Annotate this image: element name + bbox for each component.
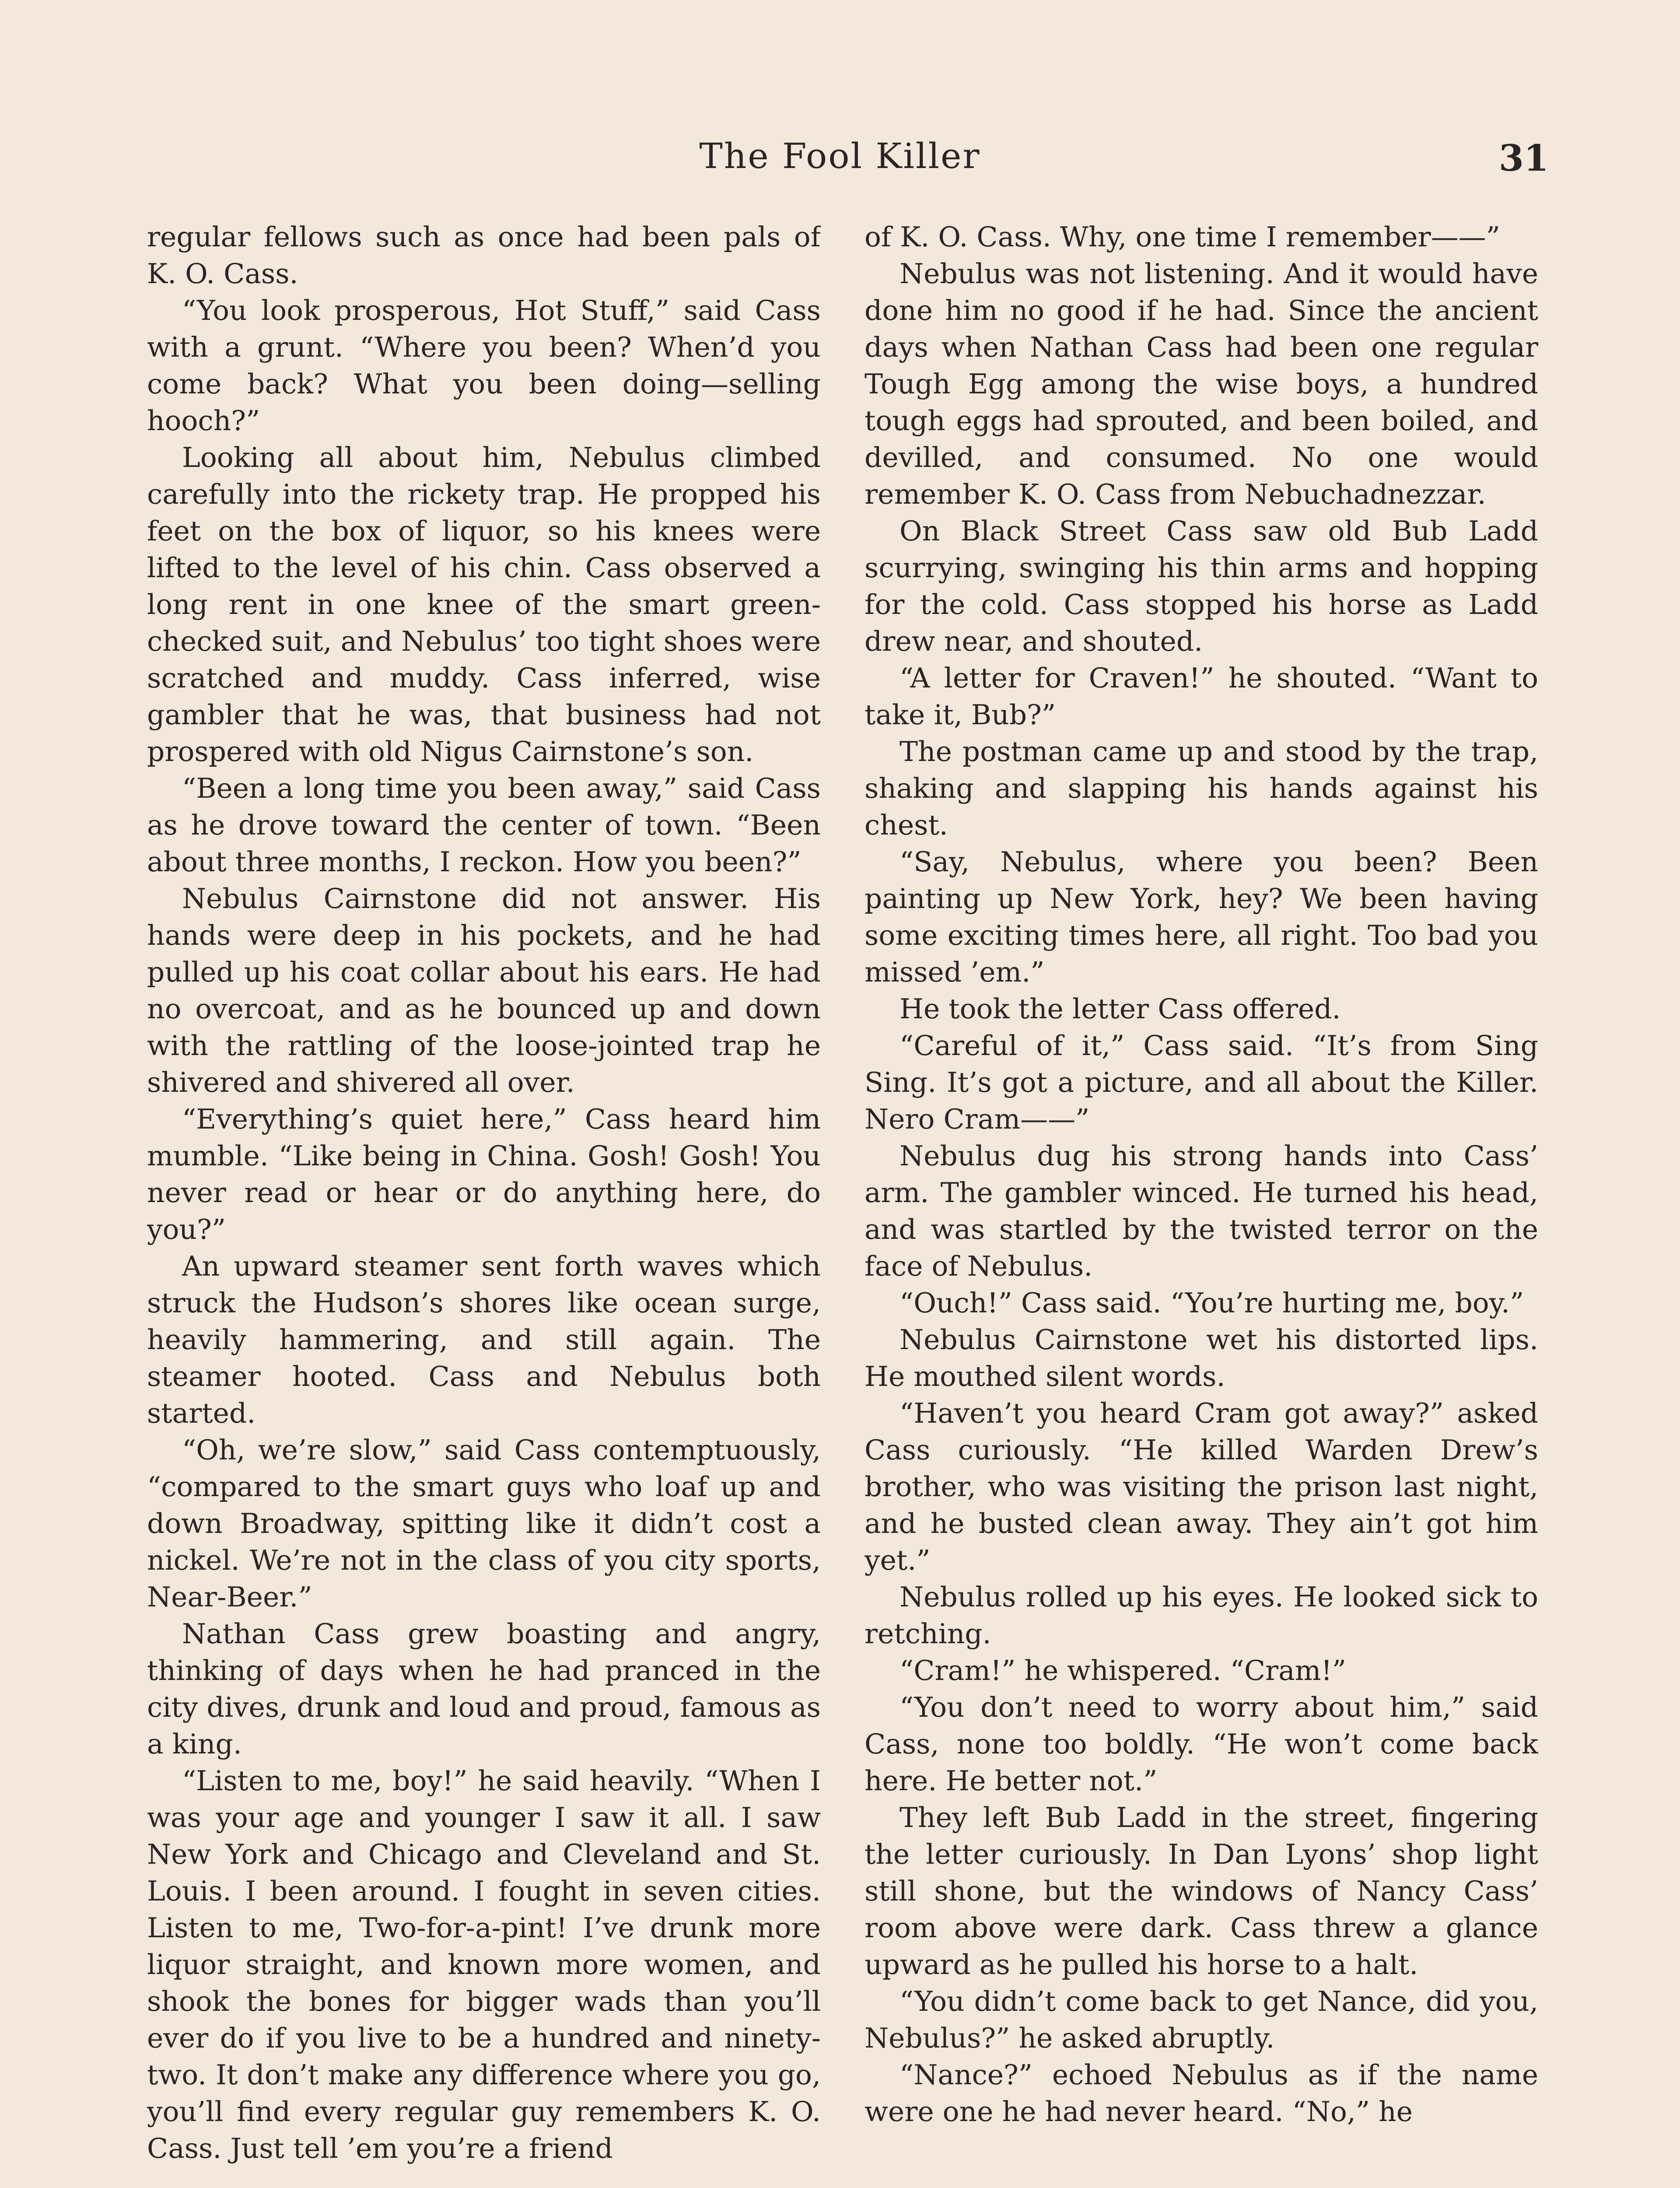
left-column <box>147 219 821 2188</box>
paragraph: On Black Street Cass saw old Bub Ladd scurrying, swinging his thin arms and hopping for the cold. Cass stopped his horse as Ladd drew near, and shouted. <box>864 515 1538 657</box>
paragraph: “Oh, we’re slow,” said Cass contemptuously, “compared to the smart guys who loaf up and down Broadway, spitting like it didn’t cost a nickel. We’re not in the class of you city sports, Near-Beer.” <box>147 1434 821 1613</box>
paragraph: The postman came up and stood by the trap, shaking and slapping his hands against his chest. <box>864 736 1538 841</box>
paragraph: “Haven’t you heard Cram got away?” asked Cass curiously. “He killed Warden Drew’s brother, who was visiting the prison last night, and he busted clean away. They ain’t got him yet.” <box>864 1397 1538 1576</box>
paragraph: “Careful of it,” Cass said. “It’s from Sing Sing. It’s got a picture, and all about the Killer. Nero Cram——” <box>864 1030 1538 1135</box>
running-title: The Fool Killer <box>699 136 981 176</box>
paragraph: “Listen to me, boy!” he said heavily. “When I was your age and younger I saw it all. I saw New York and Chicago and Cleveland and St. Louis. I been around. I fought in seven cities. Listen to me, Two-for-a-pint! I’ve drunk more liquor straight, and known more women, and shook the bones for bigger wads than you’ll ever do if you live to be a hundred and ninety-two. It don’t make any difference where you go, you’ll find every regular guy remembers K. O. Cass. Just tell ’em you’re a friend <box>147 1765 821 2164</box>
paragraph: “Nance?” echoed Nebulus as if the name were one he had never heard. “No,” he <box>864 2059 1538 2128</box>
paragraph: “Ouch!” Cass said. “You’re hurting me, boy.” <box>900 1287 1524 1319</box>
paragraph: Nebulus was not listening. And it would have done him no good if he had. Since the ancient days when Nathan Cass had been one regular Tough Egg among the wise boys, a hundred tough eggs had sprouted, and been boiled, and devilled, and consumed. No one would remember K. O. Cass from Nebuchadnezzar. <box>864 258 1538 510</box>
right-column <box>864 219 1538 2188</box>
paragraph: “Everything’s quiet here,” Cass heard him mumble. “Like being in China. Gosh! Gosh! You never read or hear or do anything here, do you?” <box>147 1103 821 1245</box>
paragraph: Looking all about him, Nebulus climbed carefully into the rickety trap. He propped his feet on the box of liquor, so his knees were lifted to the level of his chin. Cass observed a long rent in one knee of the smart green-checked suit, and Nebulus’ too tight shoes were scratched and muddy. Cass inferred, wise gambler that he was, that business had not prospered with old Nigus Cairnstone’s son. <box>147 442 821 768</box>
running-head <box>0 131 1680 184</box>
paragraph: He took the letter Cass offered. <box>900 993 1341 1025</box>
page-number: 31 <box>1498 137 1549 179</box>
paragraph: Nebulus rolled up his eyes. He looked sick to retching. <box>864 1581 1538 1650</box>
paragraph: “You look prosperous, Hot Stuff,” said Cass with a grunt. “Where you been? When’d you come back? What you been doing—selling hooch?” <box>147 295 821 437</box>
paragraph: of K. O. Cass. Why, one time I remember——” <box>864 221 1500 253</box>
paragraph: Nebulus dug his strong hands into Cass’ arm. The gambler winced. He turned his head, and was startled by the twisted terror on the face of Nebulus. <box>864 1140 1538 1282</box>
paragraph: An upward steamer sent forth waves which struck the Hudson’s shores like ocean surge, heavily hammering, and still again. The steamer hooted. Cass and Nebulus both started. <box>147 1250 821 1429</box>
paragraph: “A letter for Craven!” he shouted. “Want to take it, Bub?” <box>864 662 1538 731</box>
paragraph: Nebulus Cairnstone wet his distorted lips. He mouthed silent words. <box>864 1324 1538 1392</box>
paragraph: regular fellows such as once had been pals of K. O. Cass. <box>147 221 821 290</box>
paragraph: “Been a long time you been away,” said Cass as he drove toward the center of town. “Been about three months, I reckon. How you been?” <box>147 772 821 878</box>
paragraph: “Cram!” he whispered. “Cram!” <box>900 1655 1346 1687</box>
paragraph: “You don’t need to worry about him,” said Cass, none too boldly. “He won’t come back here. He better not.” <box>864 1691 1538 1797</box>
paragraph: Nebulus Cairnstone did not answer. His hands were deep in his pockets, and he had pulled up his coat collar about his ears. He had no overcoat, and as he bounced up and down with the rattling of the loose-jointed trap he shivered and shivered all over. <box>147 883 821 1098</box>
paragraph: They left Bub Ladd in the street, fingering the letter curiously. In Dan Lyons’ shop light still shone, but the windows of Nancy Cass’ room above were dark. Cass threw a glance upward as he pulled his horse to a halt. <box>864 1802 1538 1981</box>
paragraph: Nathan Cass grew boasting and angry, thinking of days when he had pranced in the city dives, drunk and loud and proud, famous as a king. <box>147 1618 821 1760</box>
paragraph: “You didn’t come back to get Nance, did you, Nebulus?” he asked abruptly. <box>864 1985 1538 2054</box>
paragraph: “Say, Nebulus, where you been? Been painting up New York, hey? We been having some exciting times here, all right. Too bad you missed ’em.” <box>864 846 1538 988</box>
